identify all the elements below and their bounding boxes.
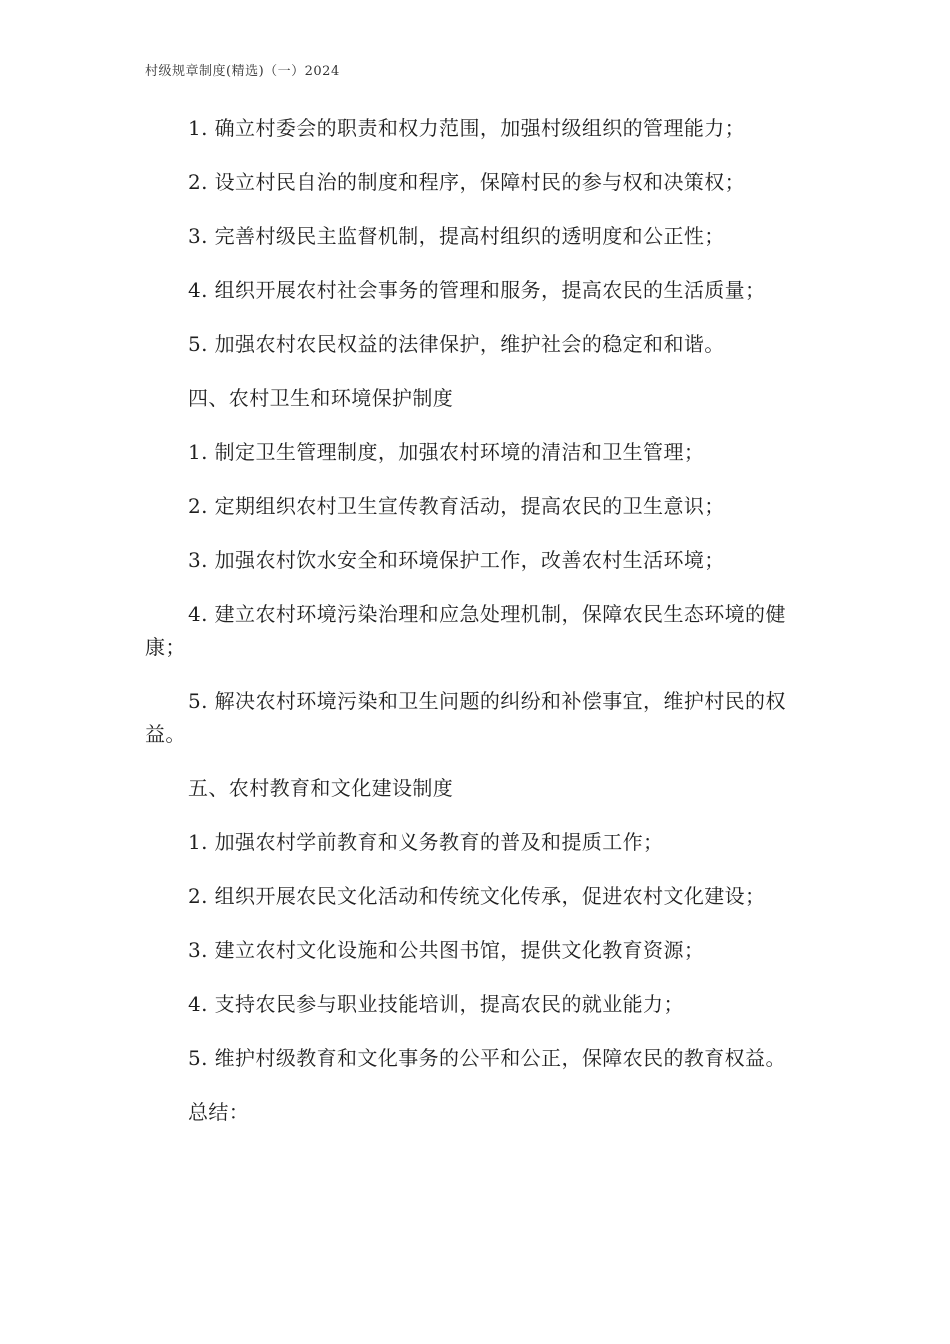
- paragraph: 1. 确立村委会的职责和权力范围，加强村级组织的管理能力；: [188, 116, 746, 140]
- paragraph: 1. 加强农村学前教育和义务教育的普及和提质工作；: [188, 830, 664, 854]
- paragraph: 2. 定期组织农村卫生宣传教育活动，提高农民的卫生意识；: [188, 494, 725, 518]
- paragraph: 4. 建立农村环境污染治理和应急处理机制，保障农民生态环境的健康；: [145, 602, 786, 659]
- page-header: 村级规章制度(精选)（一）2024: [145, 64, 340, 79]
- paragraph: 2. 设立村民自治的制度和程序，保障村民的参与权和决策权；: [188, 170, 746, 194]
- paragraph: 5. 维护村级教育和文化事务的公平和公正，保障农民的教育权益。: [188, 1046, 786, 1070]
- paragraph: 4. 支持农民参与职业技能培训，提高农民的就业能力；: [188, 992, 684, 1016]
- paragraph: 3. 完善村级民主监督机制，提高村组织的透明度和公正性；: [188, 224, 725, 248]
- paragraph: 5. 加强农村农民权益的法律保护，维护社会的稳定和和谐。: [188, 332, 725, 356]
- paragraph: 3. 加强农村饮水安全和环境保护工作，改善农村生活环境；: [188, 548, 725, 572]
- paragraph: 2. 组织开展农民文化活动和传统文化传承，促进农村文化建设；: [188, 884, 766, 908]
- paragraph: 4. 组织开展农村社会事务的管理和服务，提高农民的生活质量；: [188, 278, 766, 302]
- summary-heading: 总结：: [188, 1100, 250, 1124]
- section-heading: 五、农村教育和文化建设制度: [188, 776, 454, 800]
- paragraph: 3. 建立农村文化设施和公共图书馆，提供文化教育资源；: [188, 938, 705, 962]
- paragraph: 5. 解决农村环境污染和卫生问题的纠纷和补偿事宜，维护村民的权益。: [145, 689, 786, 746]
- section-heading: 四、农村卫生和环境保护制度: [188, 386, 454, 410]
- paragraph: 1. 制定卫生管理制度，加强农村环境的清洁和卫生管理；: [188, 440, 705, 464]
- document-body: [145, 112, 810, 1150]
